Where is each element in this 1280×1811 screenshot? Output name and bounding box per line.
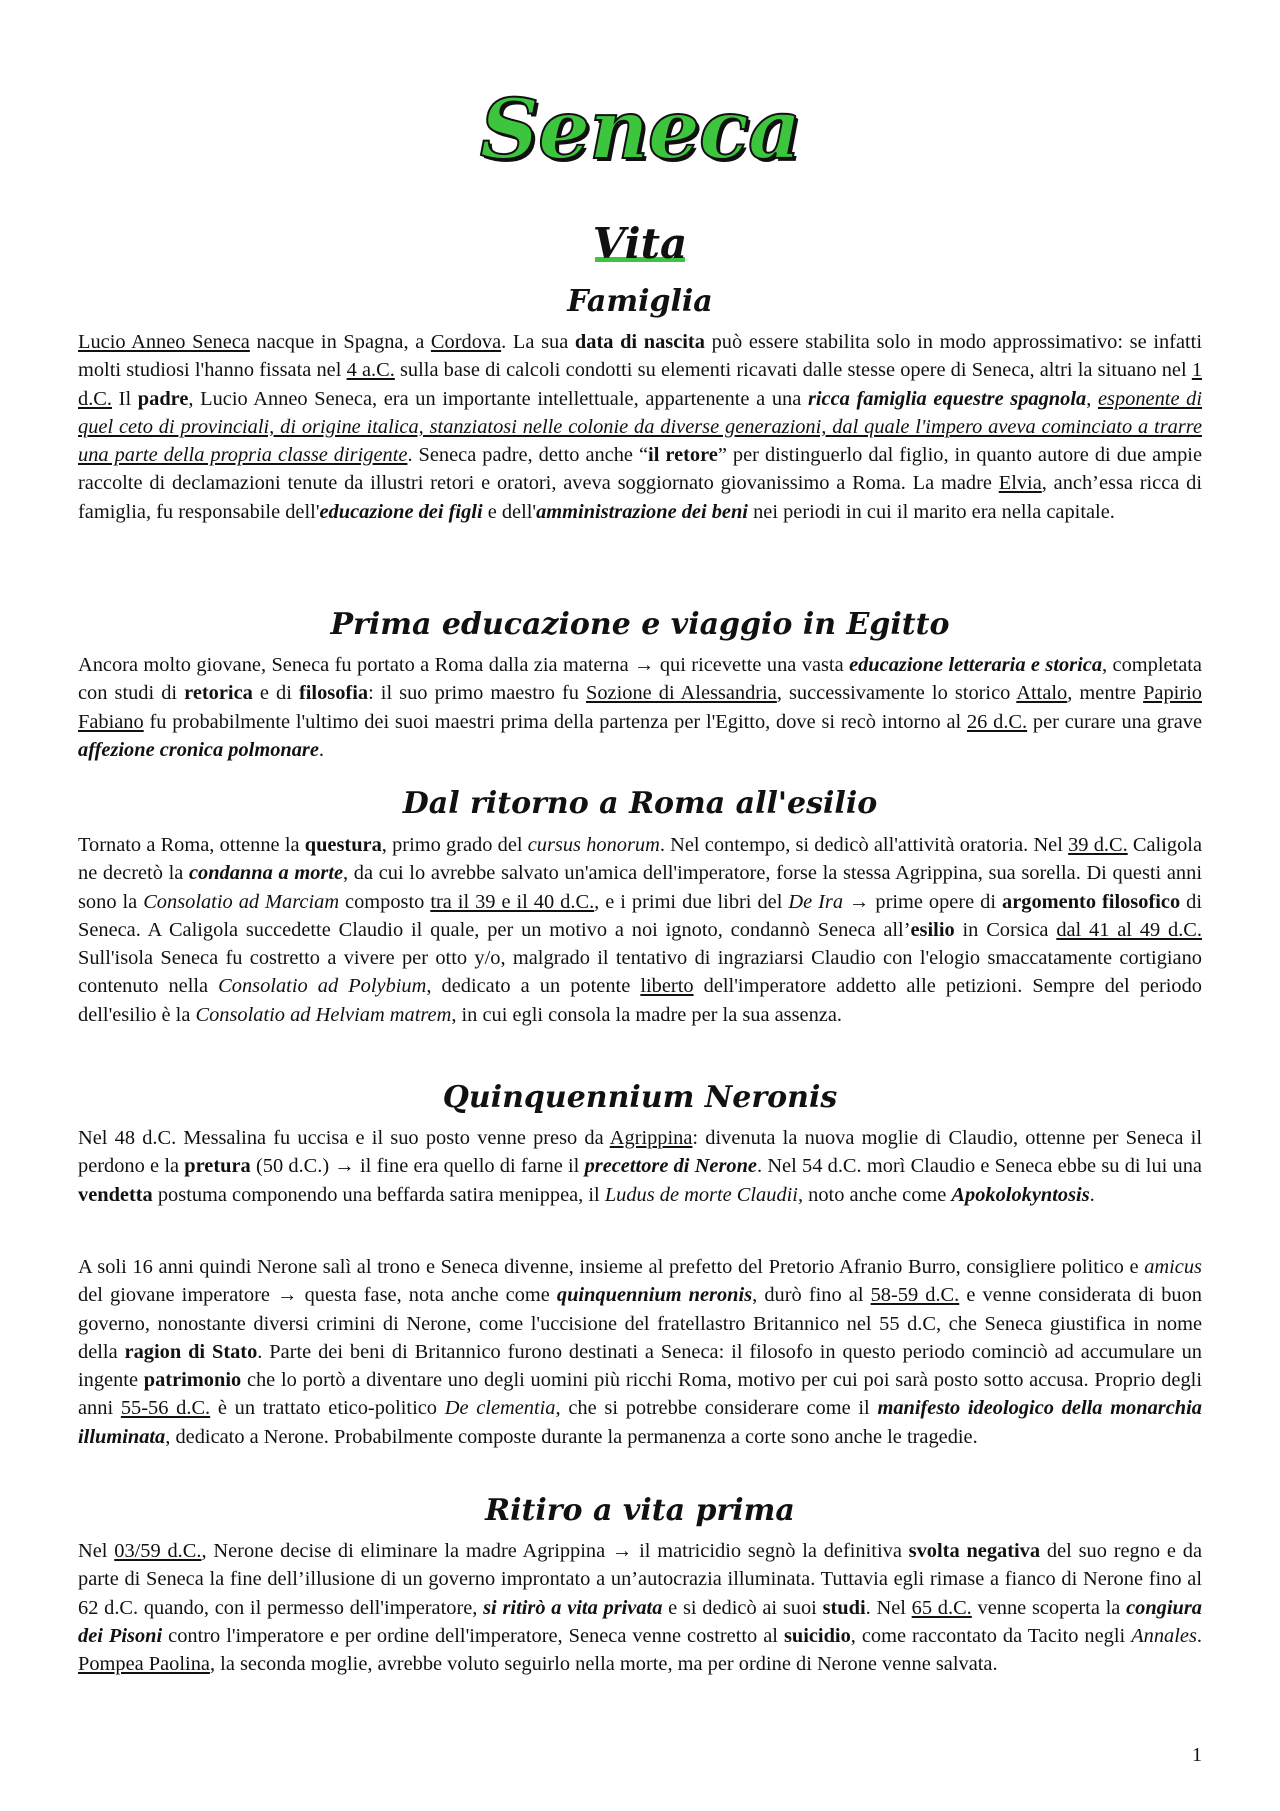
text-span: affezione cronica polmonare [78,738,319,761]
text-span: studi [822,1596,866,1619]
text-span: esponente di quel ceto di provinciali, di origine italica, stanziatosi nelle colonie da diverse generazioni, dal quale l'impero aveva cominciato a trarre una parte della propria classe dirigente [78,387,1203,467]
text-span: composto [339,890,431,913]
text-span: , Lucio Anneo Seneca, era un importante intellettuale, appartenente a una [188,387,808,410]
text-span: dal 41 al 49 d.C. [1056,918,1202,941]
heading-famiglia: Famiglia [567,284,713,319]
text-span: Sull'isola Seneca fu costretto a vivere per otto y/o, malgrado il tentativo di ingraziarsi Claudio con l'elogio smaccatamente cortigiano contenuto nella [78,947,1202,998]
paragraph-educazione [78,651,1202,764]
text-span: del suo regno e da parte di Seneca la fine dell’illusione di un governo improntato a un’autocrazia illuminata. Tuttavia egli rimase a fianco di Nerone fino al 62 d.C. quando, con il permesso dell'imperatore, [78,1540,1203,1619]
text-span: , primo grado del [381,834,528,856]
text-span: padre [137,387,189,410]
text-span: è un trattato etico-politico [210,1397,445,1420]
text-span: : il suo primo maestro fu [368,682,586,705]
text-span: Caligola ne decretò la [78,834,1202,885]
text-span: e si dedicò ai suoi [662,1596,823,1619]
text-span: . La sua [501,331,575,353]
text-span: quinquennium neronis [556,1284,753,1307]
text-span: pretura [184,1155,251,1178]
text-span: cursus honorum [527,834,660,856]
paragraph-quinquennium-1 [78,1124,1202,1209]
text-span: del giovane imperatore → questa fase, nota anche come [78,1284,557,1307]
text-span: : divenuta la nuova moglie di Claudio, ottenne per Seneca il perdono e la [78,1127,1202,1178]
text-span: , come raccontato da Tacito negli [850,1624,1132,1647]
text-span: ” per distinguerlo dal figlio, in quanto autore di due ampie raccolte di declamazioni tenute da illustri retori e oratori, aveva soggiornato giovanissimo a Roma. La madre [78,444,1202,495]
text-span: , [1086,387,1098,410]
text-span: postuma componendo una beffarda satira menippea, il [152,1183,605,1206]
text-span: Sozione di Alessandria [586,682,777,705]
text-span: ragion di Stato [124,1340,258,1363]
text-span: . Nel 54 d.C. morì Claudio e Seneca ebbe su di lui una [757,1155,1202,1178]
text-span: . [318,738,325,761]
text-span: precettore di Nerone [584,1155,757,1178]
text-span: Attalo [1016,682,1068,705]
text-span: Agrippina [609,1127,693,1149]
paragraph-esilio [78,831,1202,1029]
text-span: , durò fino al [752,1284,871,1307]
text-span: . Nel contempo, si dedicò all'attività oratoria. Nel [659,834,1069,856]
text-span: , che si potrebbe considerare come il [555,1397,878,1420]
text-span: Il [112,387,138,410]
text-span: amicus [1144,1256,1202,1278]
document-title: Seneca [479,82,801,178]
heading-educazione: Prima educazione e viaggio in Egitto [330,607,950,642]
text-span: nacque in Spagna, a [249,331,431,353]
text-span: dell'imperatore addetto alle petizioni. Sempre del periodo dell'esilio è la [78,975,1202,1026]
text-span: , in cui egli consola la madre per la sua assenza. [451,1003,842,1026]
text-span: De clementia [444,1397,556,1420]
text-span: Nel [78,1540,115,1562]
text-span: amministrazione dei beni [536,500,748,523]
text-span: si ritirò a vita privata [483,1596,663,1619]
text-span: 03/59 d.C. [114,1540,202,1562]
heading-ritiro: Ritiro a vita prima [485,1493,795,1528]
text-span: educazione letteraria e storica [849,654,1103,676]
text-span: , Nerone decise di eliminare la madre Agrippina → il matricidio segnò la definitiva [201,1540,909,1562]
heading-quinquennium: Quinquennium Neronis [442,1080,838,1115]
text-span: congiura dei Pisoni [78,1596,1202,1647]
text-span: , noto anche come [797,1183,952,1206]
text-span: (50 d.C.) → il fine era quello di farne il [250,1155,585,1178]
text-span: Cordova [430,331,502,353]
text-span: Consolatio ad Helviam matrem [195,1003,452,1026]
text-span: vendetta [78,1183,153,1206]
text-span: 39 d.C. [1068,834,1128,856]
text-span: ricca famiglia equestre spagnola [807,387,1087,410]
text-span: . [1196,1624,1202,1647]
text-span: . [1089,1183,1095,1206]
text-span: tra il 39 e il 40 d.C. [430,890,595,913]
text-span: nei periodi in cui il marito era nella capitale. [747,500,1115,523]
text-span: e venne considerata di buon governo, nonostante diversi crimini di Nerone, come l'uccisione del fratellastro Britannico nel 55 d.C, che Seneca giustifica in nome della [78,1284,1202,1363]
text-span: Consolatio ad Polybium [218,975,427,998]
text-span: il retore [648,444,718,467]
text-span: 1 d.C. [78,359,1203,410]
text-span: , dedicato a Nerone. Probabilmente composte durante la permanenza a corte sono anche le tragedie. [165,1425,978,1448]
text-span: condanna a morte [188,862,344,885]
text-span: Nel 48 d.C. Messalina fu uccisa e il suo posto venne preso da [78,1127,610,1149]
text-span: che lo portò a diventare uno degli uomini più ricchi Roma, motivo per cui poi sarà posto sotto accusa. Proprio degli anni [78,1369,1202,1420]
text-span: patrimonio [143,1369,242,1392]
text-span: . Parte dei beni di Britannico furono destinati a Seneca: il filosofo in questo periodo cominciò ad accumulare un ingente [78,1340,1202,1392]
text-span: . Seneca padre, detto anche “ [407,444,649,467]
text-span: educazione dei figli [319,500,483,523]
text-span: manifesto ideologico della monarchia illuminata [78,1397,1202,1448]
text-span: Papirio Fabiano [78,682,1202,733]
text-span: , completata con studi di [78,654,1202,705]
text-span: Apokolokyntosis [951,1183,1090,1206]
text-span: 4 a.C. [346,359,395,382]
text-span: A soli 16 anni quindi Nerone salì al trono e Seneca divenne, insieme al prefetto del Pretorio Afranio Burro, consigliere politico e [78,1256,1145,1278]
text-span: Consolatio ad Marciam [143,890,340,913]
text-span: . Nel [865,1596,912,1619]
text-span: fu probabilmente l'ultimo dei suoi maestri prima della partenza per l'Egitto, dove si recò intorno al [143,710,967,733]
text-span: 55-56 d.C. [120,1397,211,1420]
text-span: 65 d.C. [911,1596,972,1619]
text-span: Ancora molto giovane, Seneca fu portato a Roma dalla zia materna → qui ricevette una vasta [78,654,850,676]
text-span: Lucio Anneo Seneca [78,331,250,353]
text-span: argomento filosofico [1002,890,1181,913]
text-span: Pompea Paolina [78,1653,210,1676]
text-span: 26 d.C. [966,710,1028,733]
text-span: , e i primi due libri del [594,890,789,913]
text-span: suicidio [783,1624,851,1647]
text-span: e di [252,682,299,705]
text-span: 58-59 d.C. [870,1284,960,1307]
text-span: , dedicato a un potente [426,975,641,998]
text-span: per curare una grave [1027,710,1203,733]
text-span: , la seconda moglie, avrebbe voluto seguirlo nella morte, ma per ordine di Nerone venne salvata. [209,1653,998,1676]
text-span: Ludus de morte Claudii [604,1183,798,1206]
section-title-text: Vita [592,219,688,268]
paragraph-ritiro [78,1537,1202,1678]
text-span: → prime opere di [843,890,1003,913]
text-span: sulla base di calcoli condotti su elementi ricavati dalle stesse opere di Seneca, altri la situano nel [394,359,1192,382]
text-span: filosofia [298,682,369,705]
text-span: liberto [640,975,694,998]
text-span: in Corsica [954,918,1057,941]
text-span: , da cui lo avrebbe salvato un'amica dell'imperatore, forse la stessa Agrippina, sua sorella. Di questi anni sono la [78,862,1202,913]
text-span: , anch’essa ricca di famiglia, fu responsabile dell' [78,472,1202,523]
text-span: data di nascita [574,331,705,353]
paragraph-quinquennium-2 [78,1253,1202,1451]
text-span: , mentre [1067,682,1144,705]
paragraph-famiglia [78,328,1202,526]
text-span: questura [304,834,382,856]
text-span: svolta negativa [908,1540,1041,1562]
heading-esilio: Dal ritorno a Roma all'esilio [402,786,878,821]
text-span: di Seneca. A Caligola succedette Claudio il quale, per un motivo a noi ignoto, condannò Seneca all’ [78,890,1202,941]
text-span: esilio [910,918,955,941]
text-span: , successivamente lo storico [776,682,1017,705]
text-span: retorica [184,682,253,705]
page-number: 1 [1192,1744,1202,1766]
section-title-vita [0,218,1280,270]
text-span: venne scoperta la [971,1596,1127,1619]
text-span: può essere stabilita solo in modo approssimativo: se infatti molti studiosi l'hanno fissata nel [78,331,1203,382]
text-span: contro l'imperatore e per ordine dell'imperatore, Seneca venne costretto al [162,1624,784,1647]
text-span: e dell' [482,500,537,523]
text-span: Elvia [998,472,1042,495]
text-span: De Ira [788,890,844,913]
text-span: Annales [1131,1624,1197,1647]
text-span: Tornato a Roma, ottenne la [78,834,305,856]
